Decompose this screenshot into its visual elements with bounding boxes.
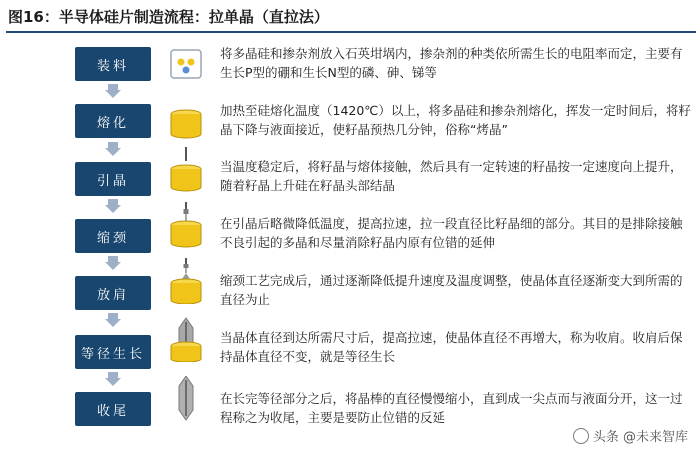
step-description: 在引晶后略微降低温度，提高拉速，拉一段直径比籽晶细的部分。其目的是排除接触不良引起的多晶和尽量消除籽晶内原有位错的延伸 [220, 216, 683, 250]
step-charging: 装料 [75, 47, 151, 81]
down-arrow-icon [105, 313, 121, 327]
watermark-logo-icon [573, 428, 589, 444]
step-necking: 缩颈 [75, 219, 151, 253]
down-arrow-icon [105, 142, 121, 156]
down-arrow-icon [105, 256, 121, 270]
watermark [569, 426, 692, 445]
step-seeding: 引晶 [75, 162, 151, 196]
step-tailing: 收尾 [75, 392, 151, 426]
neck-icon [168, 202, 204, 248]
down-arrow-icon [105, 84, 121, 98]
title-divider [6, 31, 696, 33]
seed-crystal-icon [168, 147, 204, 193]
down-arrow-icon [105, 372, 121, 386]
tail-icon [168, 376, 204, 422]
body-growth-icon [168, 316, 204, 362]
crucible-empty-icon [168, 42, 204, 88]
step-melting: 熔化 [75, 104, 151, 138]
shoulder-icon [168, 258, 204, 304]
step-description: 当晶体直径到达所需尺寸后，提高拉速，使晶体直径不再增大，称为收肩。收肩后保持晶体直径不变，就是等径生长 [220, 330, 683, 364]
watermark-text: 头条 @未来智库 [592, 430, 688, 445]
step-description: 加热至硅熔化温度（1420℃）以上，将多晶硅和掺杂剂熔化，挥发一定时间后，将籽晶下降与液面接近，使籽晶预热几分钟，俗称“烤晶” [220, 103, 691, 137]
step-description: 当温度稳定后，将籽晶与熔体接触，然后具有一定转速的籽晶按一定速度向上提升，随着籽晶上升硅在籽晶头部结晶 [220, 159, 683, 193]
step-body-growth: 等径生长 [75, 335, 151, 369]
figure-title: 图16：半导体硅片制造流程：拉单晶（直拉法） [8, 8, 329, 26]
step-description: 缩颈工艺完成后，通过逐渐降低提升速度及温度调整，使晶体直径逐渐变大到所需的直径为止 [220, 273, 683, 307]
crucible-melt-icon [168, 98, 204, 144]
step-description: 将多晶硅和掺杂剂放入石英坩埚内，掺杂剂的种类依所需生长的电阻率而定，主要有生长P型的硼和生长N型的磷、砷、锑等 [220, 46, 683, 80]
step-shouldering: 放肩 [75, 276, 151, 310]
down-arrow-icon [105, 199, 121, 213]
step-description: 在长完等径部分之后，将晶棒的直径慢慢缩小，直到成一尖点而与液面分开，这一过程称之为收尾，主要是要防止位错的反延 [220, 391, 683, 425]
